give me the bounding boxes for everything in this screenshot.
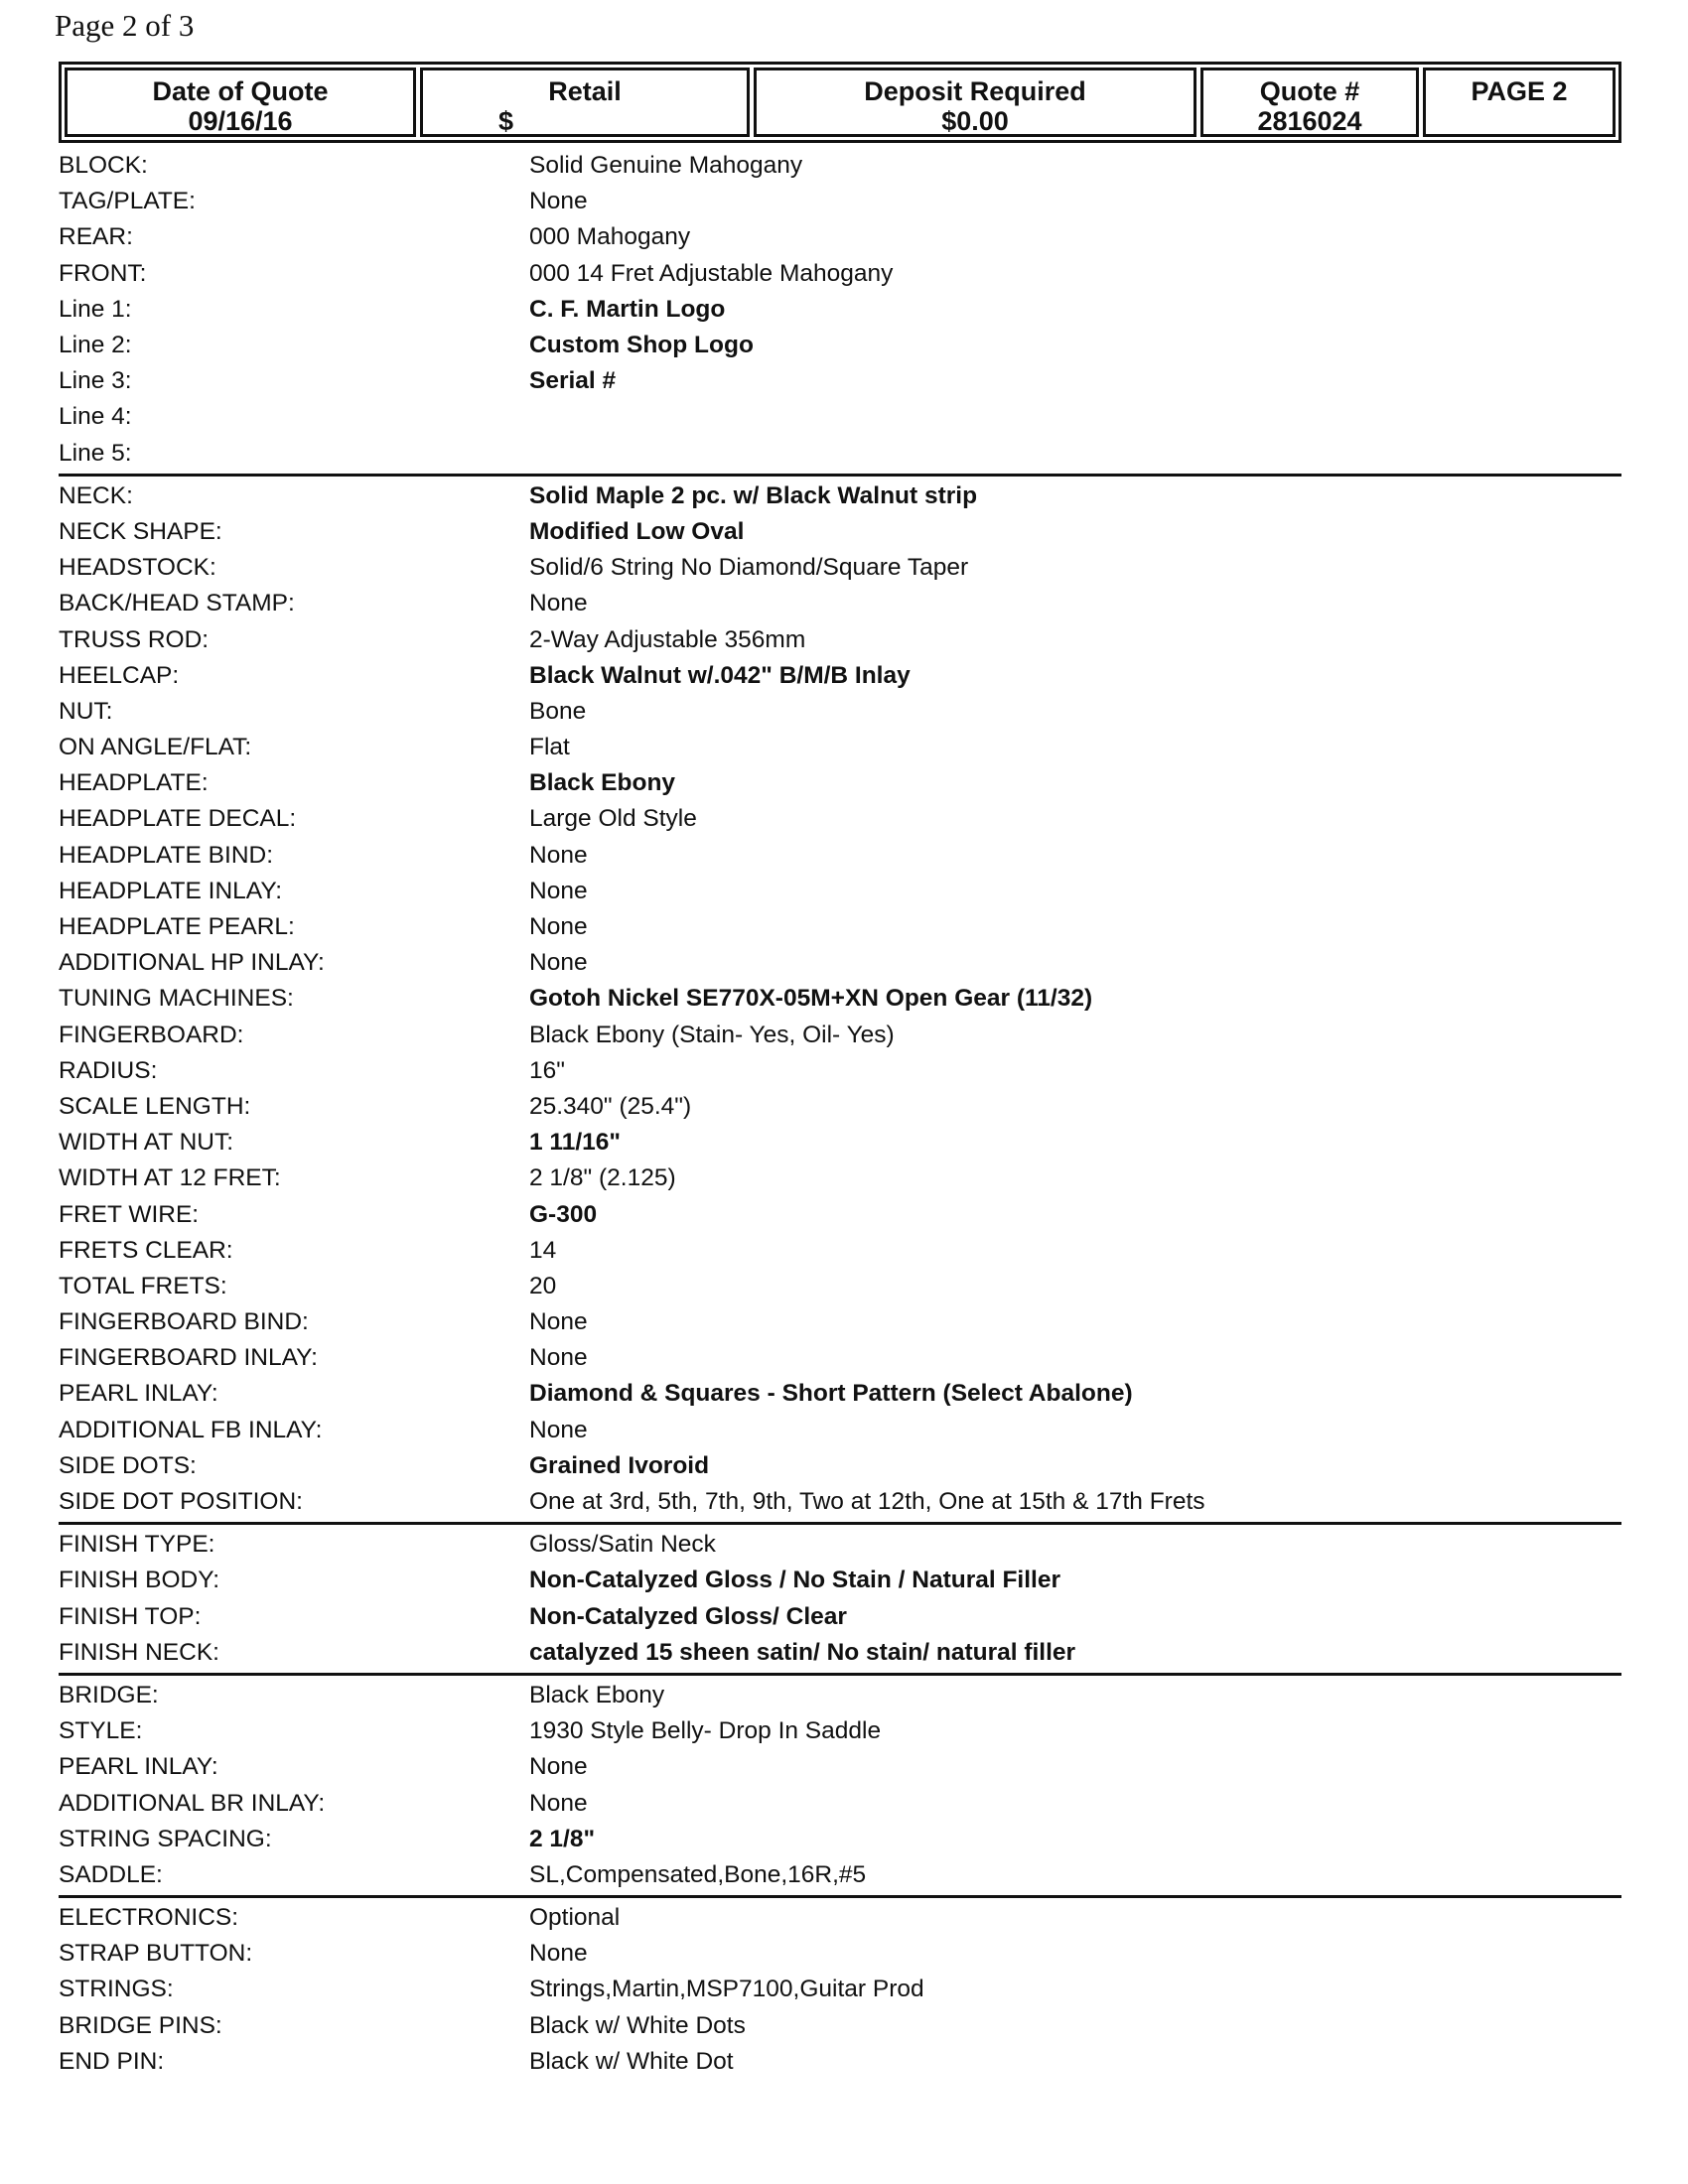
spec-value: Gloss/Satin Neck xyxy=(529,1531,716,1559)
quote-number-cell xyxy=(1200,68,1419,137)
spec-row xyxy=(59,1196,1621,1232)
spec-value: 1930 Style Belly- Drop In Saddle xyxy=(529,1717,882,1745)
spec-row xyxy=(59,1972,1621,2007)
spec-row xyxy=(59,838,1621,874)
spec-label: Line 3: xyxy=(59,367,132,395)
spec-row xyxy=(59,765,1621,801)
spec-value: Custom Shop Logo xyxy=(529,332,754,359)
spec-label: RADIUS: xyxy=(59,1056,158,1084)
spec-label: STRING SPACING: xyxy=(59,1825,272,1852)
spec-label: FINGERBOARD BIND: xyxy=(59,1308,309,1336)
spec-value: None xyxy=(529,1753,588,1781)
spec-section xyxy=(59,148,1621,477)
spec-value: Black Ebony (Stain- Yes, Oil- Yes) xyxy=(529,1021,895,1048)
retail-label: Retail xyxy=(548,76,622,106)
spec-row xyxy=(59,1563,1621,1598)
spec-value: 000 14 Fret Adjustable Mahogany xyxy=(529,259,894,287)
spec-row xyxy=(59,694,1621,730)
spec-row xyxy=(59,1018,1621,1053)
spec-value: 1 11/16" xyxy=(529,1129,622,1157)
spec-label: FINGERBOARD INLAY: xyxy=(59,1344,318,1372)
spec-row xyxy=(59,1448,1621,1484)
spec-value: C. F. Martin Logo xyxy=(529,295,726,323)
spec-row xyxy=(59,909,1621,945)
spec-label: HEADSTOCK: xyxy=(59,554,216,582)
spec-row xyxy=(59,1635,1621,1671)
spec-row xyxy=(59,1749,1621,1785)
spec-section xyxy=(59,1900,1621,2082)
spec-label: FINISH NECK: xyxy=(59,1638,219,1666)
spec-row xyxy=(59,1053,1621,1089)
spec-value: None xyxy=(529,949,588,977)
spec-row xyxy=(59,478,1621,514)
spec-label: HEADPLATE PEARL: xyxy=(59,913,295,941)
spec-row xyxy=(59,2044,1621,2080)
spec-label: ON ANGLE/FLAT: xyxy=(59,734,252,761)
quote-number-value: 2816024 xyxy=(1257,106,1362,136)
spec-row xyxy=(59,256,1621,292)
spec-value: None xyxy=(529,1308,588,1336)
spec-label: NECK SHAPE: xyxy=(59,517,222,545)
spec-label: TOTAL FRETS: xyxy=(59,1272,227,1299)
spec-label: HEELCAP: xyxy=(59,661,180,689)
spec-value: None xyxy=(529,1344,588,1372)
spec-row xyxy=(59,801,1621,837)
spec-list xyxy=(59,148,1621,2084)
spec-label: BRIDGE: xyxy=(59,1681,159,1708)
spec-label: HEADPLATE BIND: xyxy=(59,841,274,869)
spec-label: SADDLE: xyxy=(59,1860,163,1888)
spec-row xyxy=(59,874,1621,909)
spec-row xyxy=(59,292,1621,328)
spec-value: 000 Mahogany xyxy=(529,223,691,251)
spec-row xyxy=(59,1713,1621,1749)
spec-label: Line 5: xyxy=(59,439,132,467)
spec-row xyxy=(59,730,1621,765)
spec-label: Line 4: xyxy=(59,403,132,431)
spec-value: Black Ebony xyxy=(529,1681,665,1708)
spec-row xyxy=(59,1340,1621,1376)
spec-label: HEADPLATE DECAL: xyxy=(59,805,297,833)
spec-value: Modified Low Oval xyxy=(529,517,745,545)
spec-row xyxy=(59,1413,1621,1448)
spec-label: STRINGS: xyxy=(59,1976,174,2003)
spec-row xyxy=(59,1936,1621,1972)
deposit-required-label: Deposit Required xyxy=(864,76,1086,106)
spec-value: Solid/6 String No Diamond/Square Taper xyxy=(529,554,969,582)
spec-label: FRETS CLEAR: xyxy=(59,1236,233,1264)
spec-label: ADDITIONAL BR INLAY: xyxy=(59,1789,326,1817)
spec-label: BLOCK: xyxy=(59,152,148,180)
spec-value: Black w/ White Dots xyxy=(529,2011,746,2039)
spec-row xyxy=(59,514,1621,550)
spec-row xyxy=(59,148,1621,184)
spec-value: None xyxy=(529,1789,588,1817)
spec-row xyxy=(59,328,1621,363)
spec-label: Line 2: xyxy=(59,332,132,359)
spec-value: Solid Maple 2 pc. w/ Black Walnut strip xyxy=(529,481,978,509)
spec-value: Non-Catalyzed Gloss/ Clear xyxy=(529,1602,847,1630)
spec-label: BRIDGE PINS: xyxy=(59,2011,222,2039)
spec-row xyxy=(59,981,1621,1017)
spec-value: Optional xyxy=(529,1904,621,1932)
spec-label: FINISH TYPE: xyxy=(59,1531,215,1559)
spec-label: WIDTH AT 12 FRET: xyxy=(59,1164,281,1192)
quote-number-label: Quote # xyxy=(1259,76,1360,106)
spec-value: Grained Ivoroid xyxy=(529,1451,710,1479)
spec-row xyxy=(59,586,1621,621)
spec-row xyxy=(59,1233,1621,1269)
spec-label: BACK/HEAD STAMP: xyxy=(59,590,295,617)
spec-row xyxy=(59,1527,1621,1563)
spec-row xyxy=(59,1900,1621,1936)
deposit-required-cell xyxy=(754,68,1196,137)
spec-value: Non-Catalyzed Gloss / No Stain / Natural Filler xyxy=(529,1567,1061,1594)
spec-row xyxy=(59,399,1621,435)
spec-label: FINISH TOP: xyxy=(59,1602,202,1630)
spec-row xyxy=(59,184,1621,219)
spec-label: NUT: xyxy=(59,697,113,725)
spec-label: TRUSS ROD: xyxy=(59,625,210,653)
spec-row xyxy=(59,1678,1621,1713)
spec-value: 16" xyxy=(529,1056,565,1084)
spec-value: None xyxy=(529,877,588,904)
page-tag-cell xyxy=(1423,68,1616,137)
spec-label: WIDTH AT NUT: xyxy=(59,1129,234,1157)
spec-row xyxy=(59,1089,1621,1125)
spec-value: Serial # xyxy=(529,367,617,395)
spec-label: ELECTRONICS: xyxy=(59,1904,239,1932)
spec-row xyxy=(59,1125,1621,1160)
spec-value: Black Ebony xyxy=(529,769,676,797)
spec-section xyxy=(59,478,1621,1525)
spec-value: 25.340" (25.4") xyxy=(529,1092,692,1120)
spec-row xyxy=(59,658,1621,694)
spec-value: Black w/ White Dot xyxy=(529,2047,734,2075)
spec-section xyxy=(59,1527,1621,1676)
date-of-quote-value: 09/16/16 xyxy=(188,106,293,136)
spec-row xyxy=(59,1785,1621,1821)
spec-row xyxy=(59,1857,1621,1893)
spec-row xyxy=(59,1484,1621,1520)
spec-row xyxy=(59,945,1621,981)
spec-section xyxy=(59,1678,1621,1898)
spec-value: Large Old Style xyxy=(529,805,697,833)
spec-row xyxy=(59,1376,1621,1412)
quote-header-table xyxy=(59,62,1621,143)
spec-label: ADDITIONAL HP INLAY: xyxy=(59,949,325,977)
date-of-quote-label: Date of Quote xyxy=(152,76,329,106)
spec-value: 2-Way Adjustable 356mm xyxy=(529,625,806,653)
spec-label: Line 1: xyxy=(59,295,132,323)
spec-value: None xyxy=(529,188,588,215)
spec-value: Bone xyxy=(529,697,587,725)
page-number-label: Page 2 of 3 xyxy=(55,8,195,43)
spec-label: ADDITIONAL FB INLAY: xyxy=(59,1416,323,1443)
spec-label: REAR: xyxy=(59,223,133,251)
spec-value: None xyxy=(529,1940,588,1968)
spec-label: FINGERBOARD: xyxy=(59,1021,244,1048)
spec-value: 14 xyxy=(529,1236,557,1264)
spec-row xyxy=(59,550,1621,586)
spec-row xyxy=(59,1269,1621,1304)
spec-value: None xyxy=(529,913,588,941)
spec-label: PEARL INLAY: xyxy=(59,1753,218,1781)
retail-value: $ xyxy=(498,106,514,136)
retail-cell xyxy=(420,68,750,137)
spec-row xyxy=(59,1160,1621,1196)
spec-value: Flat xyxy=(529,734,570,761)
spec-row xyxy=(59,363,1621,399)
spec-value: One at 3rd, 5th, 7th, 9th, Two at 12th, One at 15th & 17th Frets xyxy=(529,1488,1205,1516)
deposit-required-value: $0.00 xyxy=(941,106,1009,136)
spec-row xyxy=(59,1599,1621,1635)
spec-value: Gotoh Nickel SE770X-05M+XN Open Gear (11/32) xyxy=(529,985,1093,1013)
spec-value: 20 xyxy=(529,1272,557,1299)
spec-value: Black Walnut w/.042" B/M/B Inlay xyxy=(529,661,911,689)
spec-label: END PIN: xyxy=(59,2047,165,2075)
spec-row xyxy=(59,1304,1621,1340)
page-tag: PAGE 2 xyxy=(1471,76,1568,106)
spec-label: HEADPLATE INLAY: xyxy=(59,877,283,904)
spec-label: SIDE DOTS: xyxy=(59,1451,197,1479)
spec-label: STRAP BUTTON: xyxy=(59,1940,253,1968)
spec-label: PEARL INLAY: xyxy=(59,1380,218,1408)
spec-label: TAG/PLATE: xyxy=(59,188,196,215)
spec-row xyxy=(59,2008,1621,2044)
spec-value: G-300 xyxy=(529,1200,598,1228)
spec-value: catalyzed 15 sheen satin/ No stain/ natural filler xyxy=(529,1638,1076,1666)
spec-label: FINISH BODY: xyxy=(59,1567,220,1594)
spec-label: SIDE DOT POSITION: xyxy=(59,1488,303,1516)
spec-value: 2 1/8" (2.125) xyxy=(529,1164,676,1192)
spec-label: NECK: xyxy=(59,481,133,509)
spec-value: None xyxy=(529,841,588,869)
spec-label: HEADPLATE: xyxy=(59,769,209,797)
spec-value: Strings,Martin,MSP7100,Guitar Prod xyxy=(529,1976,924,2003)
spec-label: STYLE: xyxy=(59,1717,143,1745)
spec-value: Diamond & Squares - Short Pattern (Select Abalone) xyxy=(529,1380,1133,1408)
spec-value: None xyxy=(529,590,588,617)
spec-row xyxy=(59,219,1621,255)
spec-value: None xyxy=(529,1416,588,1443)
spec-label: SCALE LENGTH: xyxy=(59,1092,251,1120)
date-of-quote-cell xyxy=(65,68,416,137)
spec-value: SL,Compensated,Bone,16R,#5 xyxy=(529,1860,867,1888)
spec-row xyxy=(59,436,1621,472)
spec-label: FRONT: xyxy=(59,259,147,287)
spec-label: FRET WIRE: xyxy=(59,1200,200,1228)
spec-row xyxy=(59,1822,1621,1857)
spec-value: Solid Genuine Mahogany xyxy=(529,152,803,180)
spec-value: 2 1/8" xyxy=(529,1825,596,1852)
spec-label: TUNING MACHINES: xyxy=(59,985,294,1013)
spec-row xyxy=(59,621,1621,657)
